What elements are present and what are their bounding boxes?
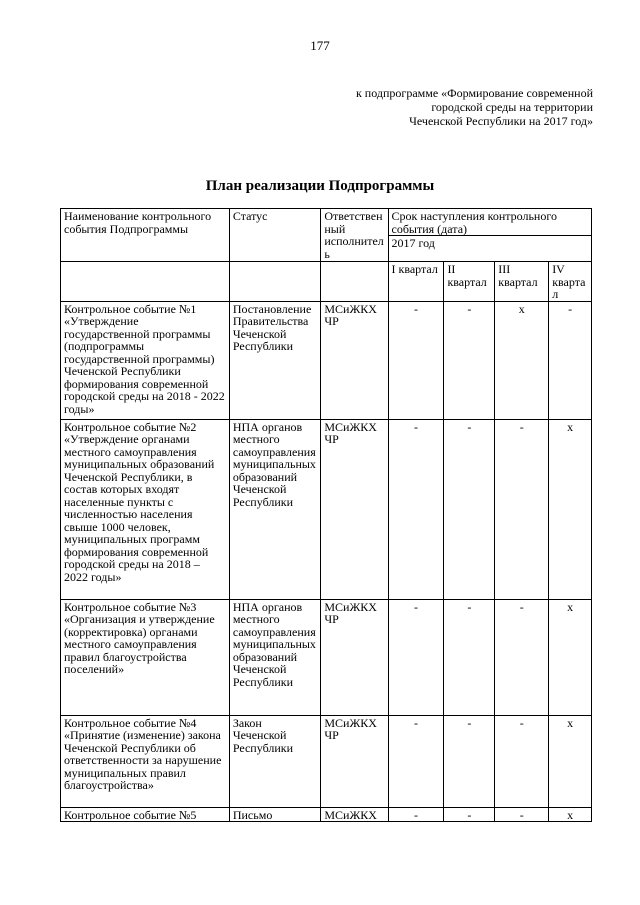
row-quarter-1: -	[388, 715, 444, 807]
header-responsible: Ответственный исполнитель	[321, 209, 388, 262]
header-row-1	[61, 209, 592, 236]
table-row	[61, 715, 592, 807]
row-responsible: МСиЖКХ	[321, 807, 388, 822]
row-status: НПА органов местного самоуправления муниципальных образований Чеченской Республики	[229, 599, 321, 715]
table-row	[61, 301, 592, 419]
row-quarter-1: -	[388, 807, 444, 822]
page-number: 177	[310, 38, 330, 53]
row-quarter-4: х	[549, 807, 592, 822]
row-responsible: МСиЖКХ ЧР	[321, 419, 388, 599]
row-quarter-3: -	[495, 599, 549, 715]
row-name: Контрольное событие №2 «Утверждение органами местного самоуправления муниципальных образований Чеченской Республики, в состав которых входят населенные пункты с численностью населения свыше 1000 человек, муниципальных программ формирования современной городской среды на 2018 – 2022 годы»	[61, 419, 230, 599]
row-status: Постановление Правительства Чеченской Республики	[229, 301, 321, 419]
row-quarter-2: -	[444, 807, 495, 822]
header-deadline: Срок наступления контрольного события (дата)	[388, 209, 592, 236]
row-quarter-3: х	[495, 301, 549, 419]
row-quarter-4: х	[549, 419, 592, 599]
row-quarter-2: -	[444, 715, 495, 807]
header-blank	[229, 262, 321, 302]
row-quarter-1: -	[388, 419, 444, 599]
header-note-line-3: Чеченской Республики на 2017 год»	[409, 114, 593, 128]
row-name: Контрольное событие №4 «Принятие (изменение) закона Чеченской Республики об ответственности за нарушение муниципальных правил благоустройства»	[61, 715, 230, 807]
plan-table	[60, 208, 592, 822]
header-blank	[321, 262, 388, 302]
header-quarter-1: I квартал	[388, 262, 444, 302]
header-note-line-2: городской среды на территории	[431, 100, 593, 114]
row-responsible: МСиЖКХ ЧР	[321, 599, 388, 715]
header-quarter-2: II квартал	[444, 262, 495, 302]
row-responsible: МСиЖКХ ЧР	[321, 301, 388, 419]
row-responsible: МСиЖКХ ЧР	[321, 715, 388, 807]
header-blank	[61, 262, 230, 302]
row-quarter-3: -	[495, 807, 549, 822]
row-name: Контрольное событие №3 «Организация и утверждение (корректировка) органами местного самоуправления правил благоустройства поселений»	[61, 599, 230, 715]
row-quarter-2: -	[444, 419, 495, 599]
row-quarter-1: -	[388, 301, 444, 419]
table-row	[61, 419, 592, 599]
row-quarter-3: -	[495, 715, 549, 807]
row-quarter-2: -	[444, 599, 495, 715]
row-name: Контрольное событие №5	[61, 807, 230, 822]
header-name: Наименование контрольного события Подпрограммы	[61, 209, 230, 262]
header-quarter-4: IV квартал	[549, 262, 592, 302]
header-row-3	[61, 262, 592, 302]
header-status: Статус	[229, 209, 321, 262]
header-year: 2017 год	[388, 236, 592, 262]
row-quarter-1: -	[388, 599, 444, 715]
table-row	[61, 599, 592, 715]
header-note	[356, 86, 593, 128]
row-status: Закон Чеченской Республики	[229, 715, 321, 807]
header-note-line-1: к подпрограмме «Формирование современной	[355, 86, 593, 100]
row-quarter-4: х	[549, 715, 592, 807]
header-quarter-3: III квартал	[495, 262, 549, 302]
row-quarter-3: -	[495, 419, 549, 599]
row-status: Письмо	[229, 807, 321, 822]
row-quarter-4: х	[549, 599, 592, 715]
row-status: НПА органов местного самоуправления муниципальных образований Чеченской Республики	[229, 419, 321, 599]
row-quarter-4: -	[549, 301, 592, 419]
page-title: План реализации Подпрограммы	[205, 178, 435, 194]
table-row	[61, 807, 592, 822]
row-name: Контрольное событие №1 «Утверждение государственной программы (подпрограммы государственной программы) Чеченской Республики формирования современной городской среды на 2018 - 2022 годы»	[61, 301, 230, 419]
row-quarter-2: -	[444, 301, 495, 419]
